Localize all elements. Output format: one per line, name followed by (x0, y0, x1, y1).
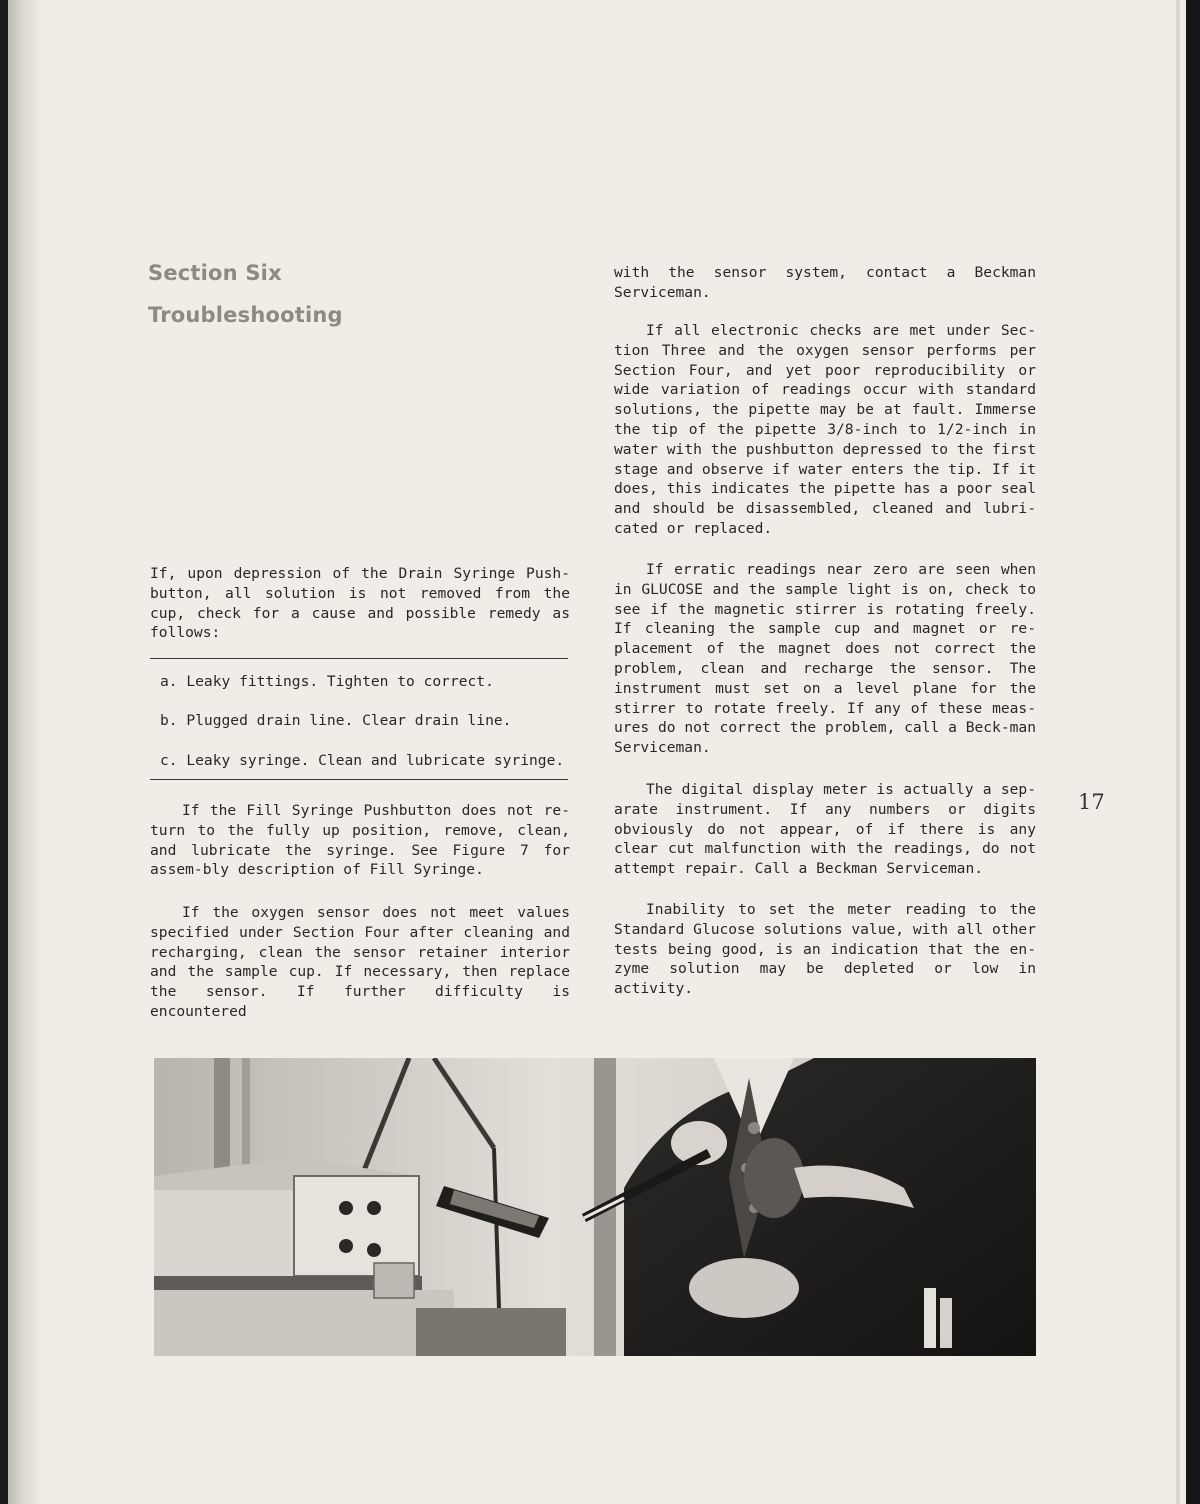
digital-display-text: The digital display meter is actually a sep-arate instrument. If any numbers or digits obviously do not appear, of if there is any clear cut malfunction with the readings, do not attempt repair. Call a Beckman Serviceman. (614, 781, 1036, 878)
fill-syringe-paragraph (150, 801, 570, 880)
binding-spine (8, 0, 40, 1504)
pipette-paragraph (614, 321, 1036, 539)
enzyme-paragraph (614, 900, 1036, 999)
intro-paragraph (150, 564, 570, 643)
list-bottom-rule (150, 779, 568, 780)
list-item: c. Leaky syringe. Clean and lubricate syringe. (160, 752, 565, 769)
section-subtitle: Troubleshooting (148, 303, 343, 327)
list-top-rule (150, 658, 568, 659)
fill-syringe-text: If the Fill Syringe Pushbutton does not re-turn to the fully up position, remove, clean, and lubricate the syringe. See Figure 7 for assem-bly description of Fill Syringe. (150, 802, 570, 879)
page-edge-shadow (1186, 0, 1200, 1504)
oxygen-sensor-text: If the oxygen sensor does not meet values specified under Section Four after cleaning and recharging, clean the sensor retainer interior and the sample cup. If necessary, then replace the sensor. If further difficulty is encountered (150, 904, 570, 1020)
page-number: 17 (1078, 790, 1105, 814)
section-title: Section Six (148, 261, 282, 285)
digital-display-paragraph (614, 780, 1036, 879)
enzyme-text: Inability to set the meter reading to the Standard Glucose solutions value, with all other tests being good, is an indication that the en-zyme solution may be depleted or low in activity. (614, 901, 1036, 998)
list-item: a. Leaky fittings. Tighten to correct. (160, 673, 494, 690)
pipette-text: If all electronic checks are met under Sec-tion Three and the oxygen sensor performs per Section Four, and yet poor reproducibility or wide variation of readings occur with standard solutions, the pipette may be at fault. Immerse the tip of the pipette 3/8-inch to 1/2-inch in water with the pushbutton depressed to the first stage and observe if water enters the tip. If it does, this indicates the pipette has a poor seal and should be disassembled, cleaned and lubri-cated or replaced. (614, 322, 1036, 537)
oxygen-sensor-paragraph (150, 903, 570, 1022)
intro-text: If, upon depression of the Drain Syringe Push-button, all solution is not removed from the cup, check for a cause and possible remedy as follows: (150, 565, 570, 642)
continued-paragraph (614, 263, 1036, 303)
erratic-readings-text: If erratic readings near zero are seen when in GLUCOSE and the sample light is on, check to see if the magnetic stirrer is rotating freely. If cleaning the sample cup and magnet or re-placement of the magnet does not correct the problem, clean and recharge the sensor. The instrument must set on a level plane for the stirrer to rotate freely. If any of these meas-ures do not correct the problem, call a Beck-man Serviceman. (614, 561, 1036, 757)
page-edge-line (1176, 0, 1180, 1504)
list-item: b. Plugged drain line. Clear drain line. (160, 712, 512, 729)
erratic-readings-paragraph (614, 560, 1036, 758)
lab-photo-illustration (154, 1058, 1036, 1356)
continued-text: with the sensor system, contact a Beckman Serviceman. (614, 264, 1036, 301)
lab-photograph (154, 1058, 1036, 1356)
